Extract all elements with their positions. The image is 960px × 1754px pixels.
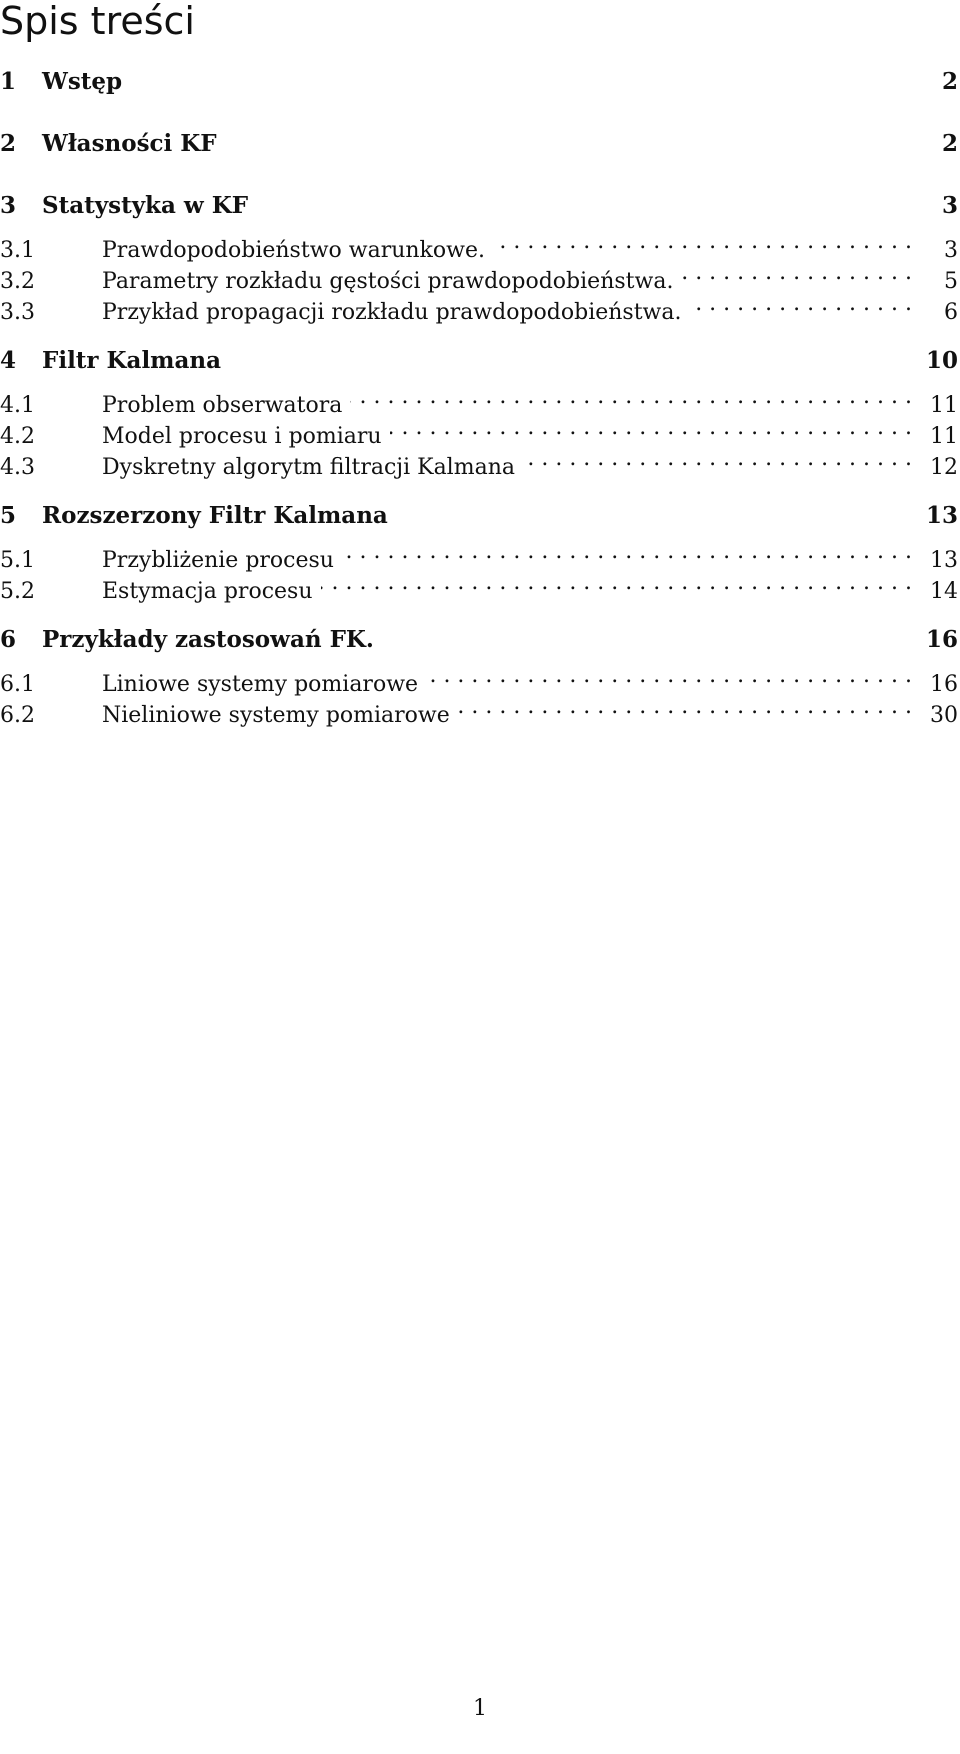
- toc-chapter-entry[interactable]: [0, 620, 960, 660]
- section-page-number: 14: [930, 579, 958, 604]
- chapter-page-number: 2: [941, 130, 958, 157]
- chapter-number: 1: [0, 68, 17, 95]
- chapter-number: 6: [0, 626, 17, 653]
- chapter-title: Wstęp: [42, 68, 123, 95]
- toc-chapter: [0, 124, 960, 164]
- dot-leaders: [690, 288, 913, 319]
- section-title: Parametry rozkładu gęstości prawdopodobieństwa.: [102, 269, 674, 294]
- section-page-number: 6: [944, 300, 958, 325]
- dot-leaders: [426, 660, 912, 691]
- chapter-page-number: 16: [925, 626, 958, 653]
- chapter-title: Filtr Kalmana: [42, 347, 222, 374]
- chapter-page-number: 13: [925, 502, 958, 529]
- toc-chapter: [0, 620, 960, 728]
- chapter-number: 4: [0, 347, 17, 374]
- toc-chapter-entry[interactable]: [0, 496, 960, 536]
- toc-section-entry[interactable]: [0, 226, 960, 263]
- chapter-title: Statystyka w KF: [42, 192, 249, 219]
- section-number: 4.3: [0, 455, 35, 480]
- toc-section-entry[interactable]: [0, 381, 960, 418]
- section-title: Estymacja procesu: [102, 579, 313, 604]
- section-title: Prawdopodobieństwo warunkowe.: [102, 238, 485, 263]
- toc-section-entry[interactable]: [0, 660, 960, 697]
- section-page-number: 13: [930, 548, 958, 573]
- chapter-title: Przykłady zastosowań FK.: [42, 626, 374, 653]
- toc-chapter-entry[interactable]: [0, 341, 960, 381]
- section-page-number: 5: [944, 269, 958, 294]
- table-of-contents: [0, 62, 960, 728]
- chapter-page-number: 10: [925, 347, 958, 374]
- section-number: 3.3: [0, 300, 35, 325]
- section-number: 6.2: [0, 703, 35, 728]
- section-title: Model procesu i pomiaru: [102, 424, 382, 449]
- section-page-number: 11: [930, 393, 958, 418]
- section-number: 5.2: [0, 579, 35, 604]
- toc-chapter: [0, 62, 960, 102]
- section-number: 3.2: [0, 269, 35, 294]
- section-number: 5.1: [0, 548, 35, 573]
- section-title: Dyskretny algorytm filtracji Kalmana: [102, 455, 515, 480]
- page-number: 1: [473, 1696, 487, 1721]
- section-title: Przykład propagacji rozkładu prawdopodobieństwa.: [102, 300, 682, 325]
- toc-chapter: [0, 496, 960, 604]
- toc-chapter-entry[interactable]: [0, 62, 960, 102]
- toc-section-entry[interactable]: [0, 536, 960, 573]
- page-title: Spis treści: [0, 0, 195, 43]
- section-page-number: 3: [944, 238, 958, 263]
- dot-leaders: [390, 412, 912, 443]
- toc-chapter-entry[interactable]: [0, 124, 960, 164]
- chapter-spacer: [0, 102, 960, 124]
- section-number: 3.1: [0, 238, 35, 263]
- chapter-page-number: 3: [941, 192, 958, 219]
- dot-leaders: [321, 567, 913, 598]
- chapter-page-number: 2: [941, 68, 958, 95]
- section-page-number: 12: [930, 455, 958, 480]
- dot-leaders: [350, 381, 912, 412]
- toc-chapter-entry[interactable]: [0, 186, 960, 226]
- chapter-spacer: [0, 164, 960, 186]
- section-page-number: 16: [930, 672, 958, 697]
- section-number: 4.1: [0, 393, 35, 418]
- toc-chapter: [0, 341, 960, 480]
- section-page-number: 11: [930, 424, 958, 449]
- section-title: Liniowe systemy pomiarowe: [102, 672, 419, 697]
- section-number: 4.2: [0, 424, 35, 449]
- section-title: Nieliniowe systemy pomiarowe: [102, 703, 450, 728]
- chapter-number: 2: [0, 130, 17, 157]
- chapter-title: Własności KF: [42, 130, 217, 157]
- section-number: 6.1: [0, 672, 35, 697]
- chapter-title: Rozszerzony Filtr Kalmana: [42, 502, 388, 529]
- section-title: Problem obserwatora: [102, 393, 343, 418]
- dot-leaders: [458, 691, 912, 722]
- dot-leaders: [342, 536, 912, 567]
- chapter-number: 3: [0, 192, 17, 219]
- dot-leaders: [523, 443, 912, 474]
- toc-chapter: [0, 186, 960, 325]
- section-page-number: 30: [930, 703, 958, 728]
- dot-leaders: [681, 257, 912, 288]
- chapter-number: 5: [0, 502, 17, 529]
- dot-leaders: [493, 226, 912, 257]
- section-title: Przybliżenie procesu: [102, 548, 334, 573]
